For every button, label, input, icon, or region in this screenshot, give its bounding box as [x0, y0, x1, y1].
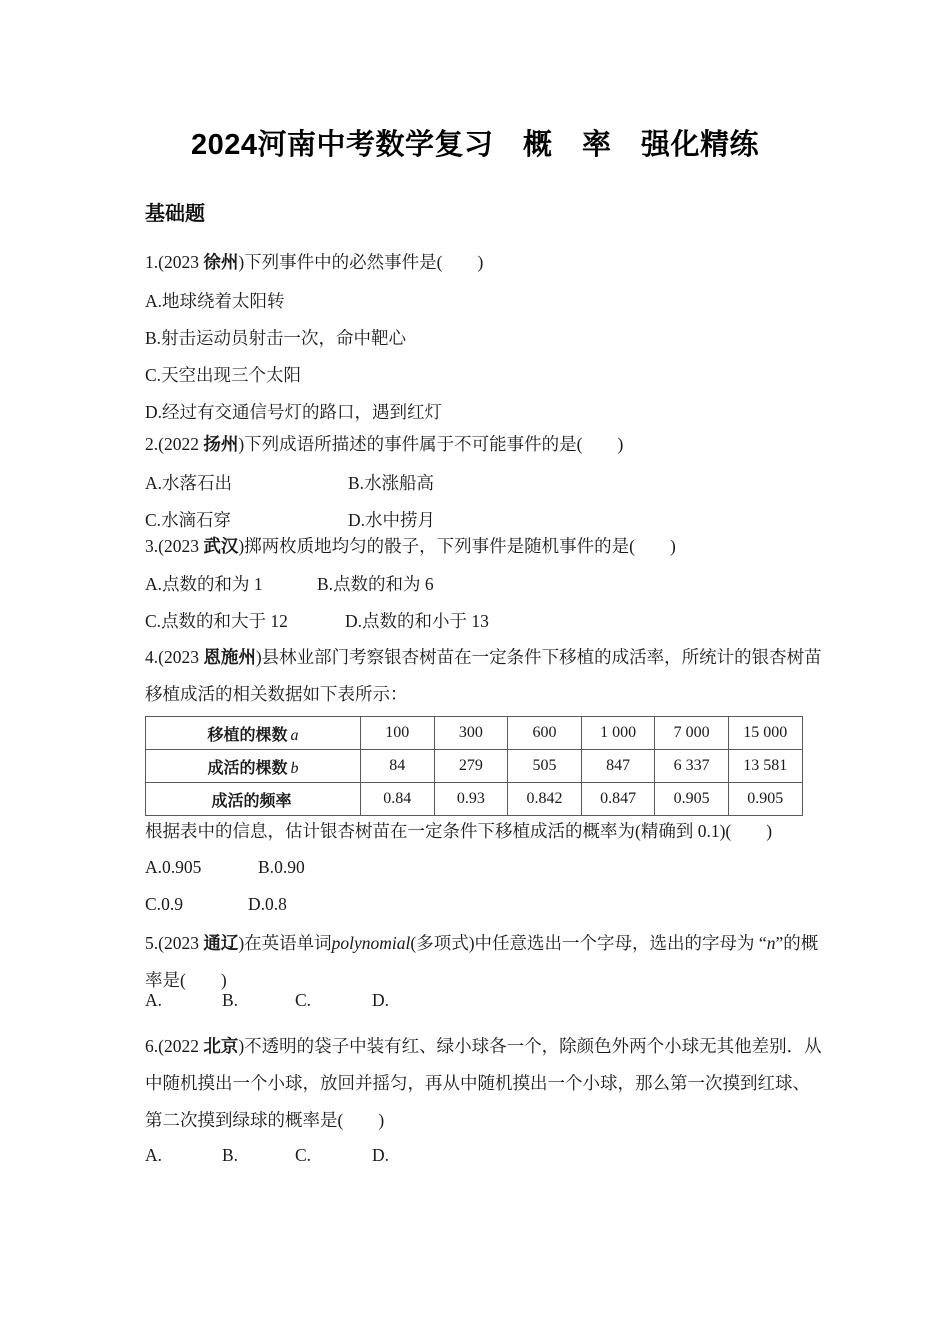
question-2-source-prefix: (2022: [158, 434, 204, 454]
option-text: 经过有交通信号灯的路口，遇到红灯: [162, 402, 443, 422]
option-letter: A.: [145, 291, 163, 311]
question-4-stem-text: 县林业部门考察银杏树苗在一定条件下移植的成活率，所统计的银杏树苗移植成活的相关数据如下表所示：: [145, 647, 822, 704]
question-5-option-d: [372, 990, 389, 1011]
question-4-option-a: [145, 857, 201, 878]
question-5-letter-n: n: [766, 933, 776, 953]
option-letter: B.: [222, 990, 239, 1010]
question-5-word-polynomial: polynomial: [331, 933, 411, 953]
option-letter: C.: [145, 611, 162, 631]
question-5-option-a: [145, 990, 162, 1011]
question-5-stem-part2: (多项式)中任意选出一个字母，选出的字母为 “: [410, 933, 767, 953]
row-header-label: 成活的频率: [211, 792, 292, 810]
option-letter: B.: [317, 574, 334, 594]
question-5-stem: [145, 925, 825, 999]
option-text: 点数的和大于 12: [161, 611, 288, 631]
option-letter: C.: [145, 510, 162, 530]
option-text: 点数的和为 6: [333, 574, 434, 594]
option-text: 0.905: [162, 857, 202, 877]
question-4-source-suffix: ): [255, 647, 262, 667]
question-4-after-table-text: 根据表中的信息，估计银杏树苗在一定条件下移植成活的概率为(精确到 0.1)( ): [145, 821, 773, 841]
option-text: 水滴石穿: [161, 510, 232, 530]
table-cell: 300: [434, 717, 508, 750]
question-2-option-c: [145, 507, 231, 532]
option-letter: A.: [145, 574, 163, 594]
question-1-option-a: [145, 288, 285, 313]
row-header-label: 成活的棵数: [207, 759, 288, 777]
option-letter: C.: [145, 894, 162, 914]
question-1-source-suffix: ): [238, 252, 245, 272]
option-letter: D.: [248, 894, 266, 914]
question-2-number: 2.: [145, 434, 159, 454]
question-3-stem-text: 掷两枚质地均匀的骰子，下列事件是随机事件的是( ): [244, 536, 676, 556]
option-letter: B.: [348, 473, 365, 493]
option-text: 地球绕着太阳转: [162, 291, 285, 311]
option-text: 点数的和小于 13: [362, 611, 489, 631]
option-text: 0.8: [265, 894, 287, 914]
table-row: [146, 783, 803, 816]
question-2-option-d: [348, 507, 435, 532]
question-6-option-a: [145, 1145, 162, 1166]
question-2-source-suffix: ): [238, 434, 245, 454]
question-5-option-b: [222, 990, 238, 1011]
row-header-variable: [292, 793, 295, 810]
question-3-stem: [145, 534, 676, 558]
table-row-header: [146, 750, 361, 783]
question-5-source-prefix: (2023: [158, 933, 204, 953]
question-2-option-a: [145, 470, 232, 495]
question-4-option-b: [258, 857, 305, 878]
question-6-option-d: [372, 1145, 389, 1166]
question-4-source-prefix: (2023: [158, 647, 204, 667]
question-5-source-suffix: ): [238, 933, 245, 953]
question-1-source-prefix: (2023: [158, 252, 204, 272]
table-row-header: [146, 783, 361, 816]
option-letter: D.: [372, 1145, 390, 1165]
table-cell: 7 000: [655, 717, 729, 750]
page-title: 2024河南中考数学复习 概 率 强化精练: [190, 129, 759, 161]
question-2-option-b: [348, 470, 434, 495]
row-header-variable: a: [290, 726, 299, 744]
table-cell: 279: [434, 750, 508, 783]
question-4-number: 4.: [145, 647, 159, 667]
option-letter: A.: [145, 990, 163, 1010]
table-cell: 0.93: [434, 783, 508, 816]
question-3-source-prefix: (2023: [158, 536, 204, 556]
table-cell: 84: [361, 750, 435, 783]
question-2-stem-text: 下列成语所描述的事件属于不可能事件的是( ): [244, 434, 624, 454]
question-5-number: 5.: [145, 933, 159, 953]
question-6-stem: [145, 1028, 825, 1139]
question-6-option-b: [222, 1145, 238, 1166]
option-letter: B.: [222, 1145, 239, 1165]
option-text: 射击运动员射击一次，命中靶心: [161, 328, 407, 348]
table-row-header: [146, 717, 361, 750]
question-1-option-c: [145, 362, 301, 387]
option-letter: C.: [295, 990, 312, 1010]
table-cell: 0.847: [581, 783, 655, 816]
question-3-source-suffix: ): [238, 536, 245, 556]
question-4-stem: [145, 639, 825, 713]
option-letter: B.: [258, 857, 275, 877]
option-letter: D.: [145, 402, 163, 422]
table-cell: 1 000: [581, 717, 655, 750]
row-header-variable: b: [290, 759, 299, 777]
table-cell: 15 000: [728, 717, 802, 750]
table-cell: 13 581: [728, 750, 802, 783]
table-cell: 6 337: [655, 750, 729, 783]
option-text: 水涨船高: [364, 473, 435, 493]
question-6-city: 北京: [203, 1036, 239, 1056]
question-3-city: 武汉: [203, 536, 239, 556]
option-letter: A.: [145, 1145, 163, 1165]
table-row: [146, 750, 803, 783]
question-3-option-a: [145, 571, 263, 596]
question-1-stem: [145, 250, 483, 274]
option-letter: C.: [145, 365, 162, 385]
option-letter: D.: [372, 990, 390, 1010]
question-6-source-prefix: (2022: [158, 1036, 204, 1056]
option-text: 水落石出: [162, 473, 233, 493]
question-2-city: 扬州: [203, 434, 239, 454]
table-cell: 600: [508, 717, 582, 750]
question-6-number: 6.: [145, 1036, 159, 1056]
table-row: [146, 717, 803, 750]
table-cell: 0.905: [728, 783, 802, 816]
table-cell: 0.905: [655, 783, 729, 816]
question-4-option-d: [248, 894, 287, 915]
question-4-option-c: [145, 894, 183, 915]
option-text: 0.90: [274, 857, 305, 877]
question-5-stem-part1: 在英语单词: [244, 933, 332, 953]
question-5-stem-part3: ”的概率是( ): [145, 933, 819, 990]
question-1-stem-text: 下列事件中的必然事件是( ): [244, 252, 484, 272]
table-cell: 0.84: [361, 783, 435, 816]
option-letter: A.: [145, 857, 163, 877]
question-3-option-c: [145, 608, 288, 633]
question-5-option-c: [295, 990, 311, 1011]
question-6-option-c: [295, 1145, 311, 1166]
question-2-stem: [145, 432, 623, 456]
question-3-option-b: [317, 571, 434, 596]
survival-rate-table: [145, 716, 803, 816]
option-text: 点数的和为 1: [162, 574, 263, 594]
question-1-option-b: [145, 325, 406, 350]
section-heading: 基础题: [145, 203, 205, 225]
table-cell: 505: [508, 750, 582, 783]
option-letter: A.: [145, 473, 163, 493]
question-1-number: 1.: [145, 252, 159, 272]
question-1-option-d: [145, 399, 442, 424]
option-text: 0.9: [161, 894, 183, 914]
option-letter: C.: [295, 1145, 312, 1165]
question-6-stem-text: 不透明的袋子中装有红、绿小球各一个，除颜色外两个小球无其他差别．从中随机摸出一个小球，放回并摇匀，再从中随机摸出一个小球，那么第一次摸到红球、第二次摸到绿球的概率是( ): [145, 1036, 822, 1130]
question-6-source-suffix: ): [238, 1036, 245, 1056]
table-cell: 0.842: [508, 783, 582, 816]
question-5-city: 通辽: [203, 933, 239, 953]
row-header-label: 移植的棵数: [207, 726, 288, 744]
option-letter: B.: [145, 328, 162, 348]
option-letter: D.: [348, 510, 366, 530]
option-letter: D.: [345, 611, 363, 631]
question-4-city: 恩施州: [203, 647, 256, 667]
option-text: 天空出现三个太阳: [161, 365, 302, 385]
option-text: 水中捞月: [365, 510, 436, 530]
question-3-option-d: [345, 608, 489, 633]
table-cell: 847: [581, 750, 655, 783]
question-3-number: 3.: [145, 536, 159, 556]
table-cell: 100: [361, 717, 435, 750]
question-1-city: 徐州: [203, 252, 239, 272]
